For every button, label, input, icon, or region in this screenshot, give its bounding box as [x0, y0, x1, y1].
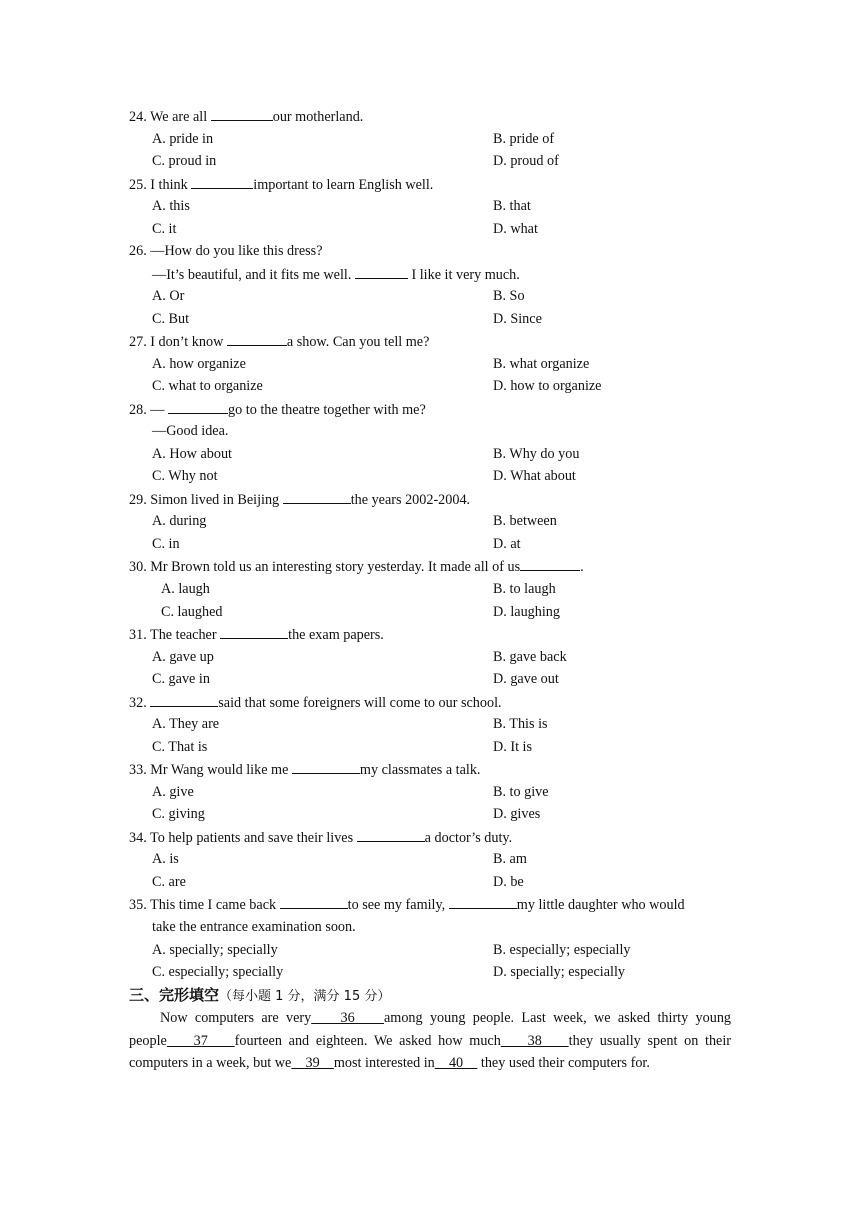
question-35-line2: take the entrance examination soon. — [152, 919, 356, 935]
answer-blank — [150, 693, 218, 707]
option-b: B. pride of — [493, 131, 555, 147]
blank-37: 37 — [166, 1032, 235, 1049]
option-b: B. Why do you — [493, 446, 580, 462]
answer-blank — [220, 625, 288, 639]
option-a: A. How about — [152, 446, 232, 462]
blank-39: 39 — [291, 1055, 334, 1071]
section-note: （每小题 1 分，满分 15 分） — [219, 989, 391, 1004]
option-b: B. between — [493, 513, 557, 529]
option-d: D. what — [493, 221, 538, 237]
answer-blank — [283, 490, 351, 504]
option-c: C. especially; specially — [152, 964, 284, 980]
question-26-line2: —It’s beautiful, and it fits me well. I like it very much. — [152, 267, 520, 283]
question-31-stem: 31. The teacher the exam papers. — [129, 627, 384, 643]
question-28-line2: —Good idea. — [152, 423, 229, 439]
question-33-stem: 33. Mr Wang would like me my classmates a talk. — [129, 762, 481, 778]
blank-36: 36 — [311, 1010, 384, 1026]
option-b: B. gave back — [493, 649, 567, 665]
option-c: C. giving — [152, 806, 205, 822]
option-c: C. That is — [152, 739, 208, 755]
option-d: D. specially; especially — [493, 964, 625, 980]
option-c: C. Why not — [152, 468, 218, 484]
answer-blank — [357, 828, 425, 842]
option-b: B. am — [493, 851, 527, 867]
option-d: D. It is — [493, 739, 533, 755]
answer-blank — [168, 400, 228, 414]
option-d: D. gave out — [493, 671, 559, 687]
section-heading — [129, 985, 390, 1007]
option-c: C. what to organize — [152, 378, 263, 394]
cloze-passage — [129, 1007, 731, 1075]
question-27-stem: 27. I don’t know a show. Can you tell me? — [129, 334, 430, 350]
option-d: D. proud of — [493, 153, 559, 169]
option-c: C. But — [152, 311, 190, 327]
option-a: A. gave up — [152, 649, 214, 665]
answer-blank — [449, 895, 517, 909]
option-d: D. at — [493, 536, 521, 552]
question-32-stem: 32. said that some foreigners will come to our school. — [129, 695, 502, 711]
option-c: C. gave in — [152, 671, 210, 687]
answer-blank — [292, 760, 360, 774]
passage-line: Now computers are very 36 among young people. Last week, we asked thirty young — [160, 1010, 732, 1026]
option-b: B. to give — [493, 784, 549, 800]
option-d: D. be — [493, 874, 524, 890]
answer-blank — [191, 175, 253, 189]
option-b: B. what organize — [493, 356, 590, 372]
option-d: D. What about — [493, 468, 576, 484]
question-25-stem: 25. I think important to learn English well. — [129, 177, 434, 193]
option-a: A. is — [152, 851, 179, 867]
option-a: A. pride in — [152, 131, 214, 147]
option-a: A. laugh — [161, 581, 210, 597]
passage-line: people 37 fourteen and eighteen. We asked how much 38 they usually spent on their — [129, 1032, 732, 1049]
option-b: B. So — [493, 288, 525, 304]
option-c: C. proud in — [152, 153, 217, 169]
option-c: C. it — [152, 221, 177, 237]
question-26-stem: 26. —How do you like this dress? — [129, 243, 323, 259]
question-29-stem: 29. Simon lived in Beijing the years 2002-2004. — [129, 492, 471, 508]
option-d: D. gives — [493, 806, 541, 822]
blank-38: 38 — [500, 1032, 569, 1049]
option-c: C. are — [152, 874, 186, 890]
question-34-stem: 34. To help patients and save their lives a doctor’s duty. — [129, 830, 513, 846]
answer-blank — [227, 332, 287, 346]
answer-blank — [280, 895, 348, 909]
option-c: C. laughed — [161, 604, 223, 620]
option-b: B. especially; especially — [493, 942, 631, 958]
answer-blank — [211, 107, 273, 121]
option-a: A. Or — [152, 288, 185, 304]
option-a: A. how organize — [152, 356, 246, 372]
option-a: A. give — [152, 784, 194, 800]
section-title: 三、完形填空 — [129, 986, 220, 1004]
option-a: A. this — [152, 198, 190, 214]
answer-blank — [355, 265, 408, 279]
answer-blank — [520, 557, 580, 571]
question-28-stem: 28. — go to the theatre together with me? — [129, 402, 426, 418]
option-a: A. during — [152, 513, 207, 529]
question-24-stem: 24. We are all our motherland. — [129, 109, 364, 125]
option-b: B. This is — [493, 716, 548, 732]
option-b: B. that — [493, 198, 531, 214]
option-a: A. specially; specially — [152, 942, 278, 958]
option-b: B. to laugh — [493, 581, 556, 597]
question-30-stem: 30. Mr Brown told us an interesting story yesterday. It made all of us . — [129, 559, 584, 575]
option-a: A. They are — [152, 716, 220, 732]
option-d: D. laughing — [493, 604, 560, 620]
option-d: D. Since — [493, 311, 542, 327]
option-c: C. in — [152, 536, 180, 552]
question-35-stem: 35. This time I came back to see my family, my little daughter who would — [129, 897, 685, 913]
blank-40: 40 — [434, 1055, 478, 1071]
passage-line: computers in a week, but we 39 most interested in 40 they used their computers for. — [129, 1055, 650, 1071]
option-d: D. how to organize — [493, 378, 602, 394]
